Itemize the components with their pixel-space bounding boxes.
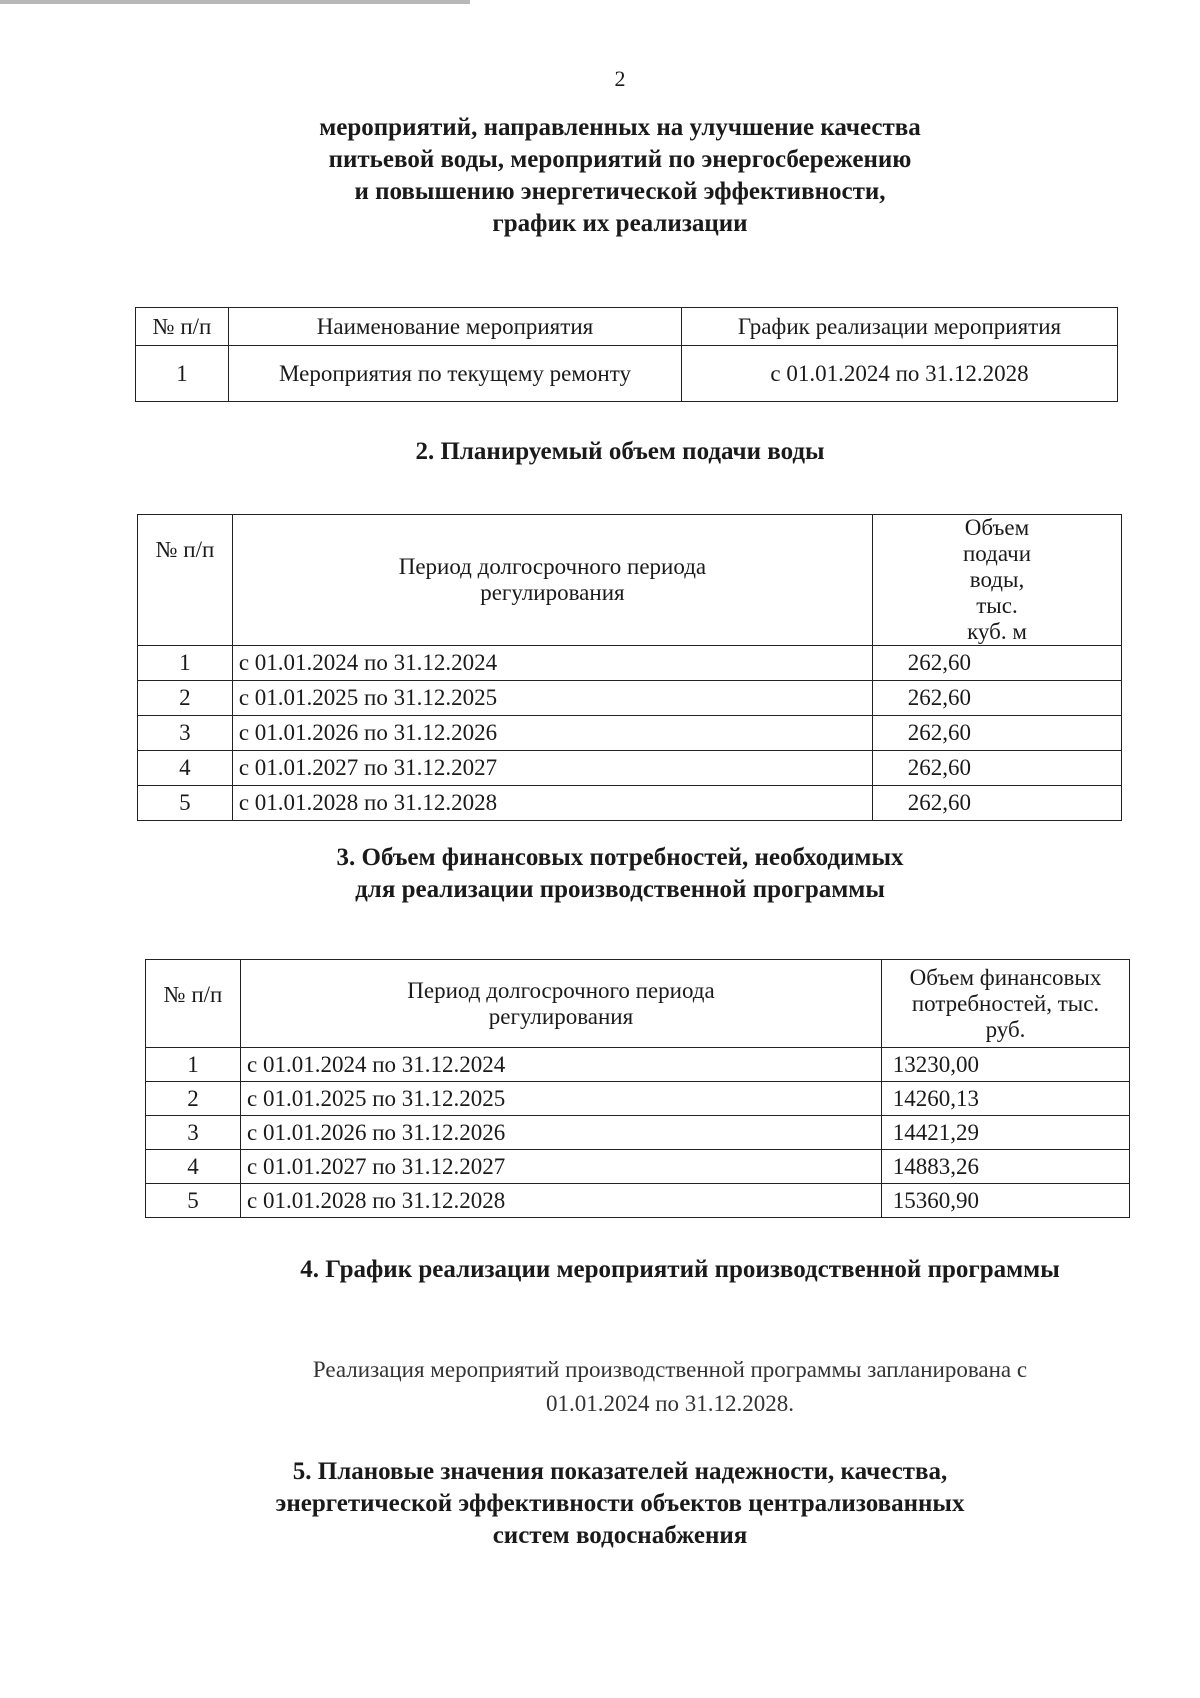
financial-needs-table	[145, 959, 1130, 1218]
intro-heading-line: и повышению энергетической эффективности,	[354, 178, 886, 205]
column-header: Объем финансовых потребностей, тыс. руб.	[882, 960, 1130, 1048]
row-number: 5	[146, 1184, 241, 1218]
page-number: 2	[614, 66, 626, 91]
financial-volume: 14260,13	[882, 1082, 1130, 1116]
period: с 01.01.2024 по 31.12.2024	[232, 646, 872, 681]
row-number: 3	[146, 1116, 241, 1150]
column-header: № п/п	[146, 960, 241, 1048]
table-row	[146, 1184, 1130, 1218]
period: с 01.01.2025 по 31.12.2025	[241, 1082, 882, 1116]
column-header: График реализации мероприятия	[682, 308, 1118, 346]
financial-volume: 14883,26	[882, 1150, 1130, 1184]
scan-edge	[0, 0, 470, 4]
section5-title-line: 5. Плановые значения показателей надежности, качества,	[292, 1458, 948, 1485]
table-row	[138, 646, 1122, 681]
section4-text-line: Реализация мероприятий производственной программы запланирована с	[312, 1357, 1028, 1382]
section4-title: 4. График реализации мероприятий производственной программы	[300, 1256, 1060, 1283]
table-row	[136, 346, 1118, 402]
section4-text	[230, 1353, 1110, 1421]
intro-heading-line: график их реализации	[492, 210, 748, 237]
section5-title-line: систем водоснабжения	[492, 1522, 748, 1549]
row-number: 4	[146, 1150, 241, 1184]
table-row	[146, 1082, 1130, 1116]
column-header: № п/п	[138, 515, 233, 646]
section3-title-line: 3. Объем финансовых потребностей, необходимых	[336, 844, 904, 871]
column-header: Период долгосрочного периода регулирования	[241, 960, 882, 1048]
table-row	[146, 1150, 1130, 1184]
period: с 01.01.2026 по 31.12.2026	[232, 716, 872, 751]
row-number: 1	[146, 1048, 241, 1082]
row-number: 1	[136, 346, 229, 402]
period: с 01.01.2027 по 31.12.2027	[232, 751, 872, 786]
financial-volume: 14421,29	[882, 1116, 1130, 1150]
financial-volume: 13230,00	[882, 1048, 1130, 1082]
financial-volume: 15360,90	[882, 1184, 1130, 1218]
row-number: 2	[146, 1082, 241, 1116]
period: с 01.01.2028 по 31.12.2028	[241, 1184, 882, 1218]
intro-heading	[0, 112, 1200, 240]
water-volume: 262,60	[872, 751, 1121, 786]
table-row	[146, 1116, 1130, 1150]
table-header-row	[146, 960, 1130, 1048]
column-header: Наименование мероприятия	[229, 308, 682, 346]
column-header: № п/п	[136, 308, 229, 346]
table-row	[138, 751, 1122, 786]
column-header: Период долгосрочного периода регулирования	[232, 515, 872, 646]
row-number: 2	[138, 681, 233, 716]
activity-schedule: с 01.01.2024 по 31.12.2028	[682, 346, 1118, 402]
table-row	[146, 1048, 1130, 1082]
section5-title	[150, 1456, 1090, 1552]
table-header-row	[136, 308, 1118, 346]
section2-title: 2. Планируемый объем подачи воды	[415, 438, 825, 465]
row-number: 4	[138, 751, 233, 786]
table-row	[138, 716, 1122, 751]
water-volume: 262,60	[872, 681, 1121, 716]
water-volume: 262,60	[872, 716, 1121, 751]
section4-text-line: 01.01.2024 по 31.12.2028.	[545, 1391, 795, 1416]
period: с 01.01.2024 по 31.12.2024	[241, 1048, 882, 1082]
table-header-row	[138, 515, 1122, 646]
water-supply-table	[137, 514, 1122, 821]
column-header: Объем подачи воды, тыс. куб. м	[872, 515, 1121, 646]
row-number: 3	[138, 716, 233, 751]
section3-title-line: для реализации производственной программы	[355, 876, 885, 903]
period: с 01.01.2027 по 31.12.2027	[241, 1150, 882, 1184]
section5-title-line: энергетической эффективности объектов централизованных	[275, 1490, 965, 1517]
period: с 01.01.2028 по 31.12.2028	[232, 786, 872, 821]
water-volume: 262,60	[872, 646, 1121, 681]
activity-name: Мероприятия по текущему ремонту	[229, 346, 682, 402]
water-volume: 262,60	[872, 786, 1121, 821]
section3-title	[0, 842, 1200, 906]
table-row	[138, 786, 1122, 821]
row-number: 5	[138, 786, 233, 821]
period: с 01.01.2025 по 31.12.2025	[232, 681, 872, 716]
table-row	[138, 681, 1122, 716]
period: с 01.01.2026 по 31.12.2026	[241, 1116, 882, 1150]
activities-table	[135, 307, 1118, 402]
row-number: 1	[138, 646, 233, 681]
intro-heading-line: питьевой воды, мероприятий по энергосбережению	[328, 146, 912, 173]
intro-heading-line: мероприятий, направленных на улучшение качества	[319, 114, 921, 141]
